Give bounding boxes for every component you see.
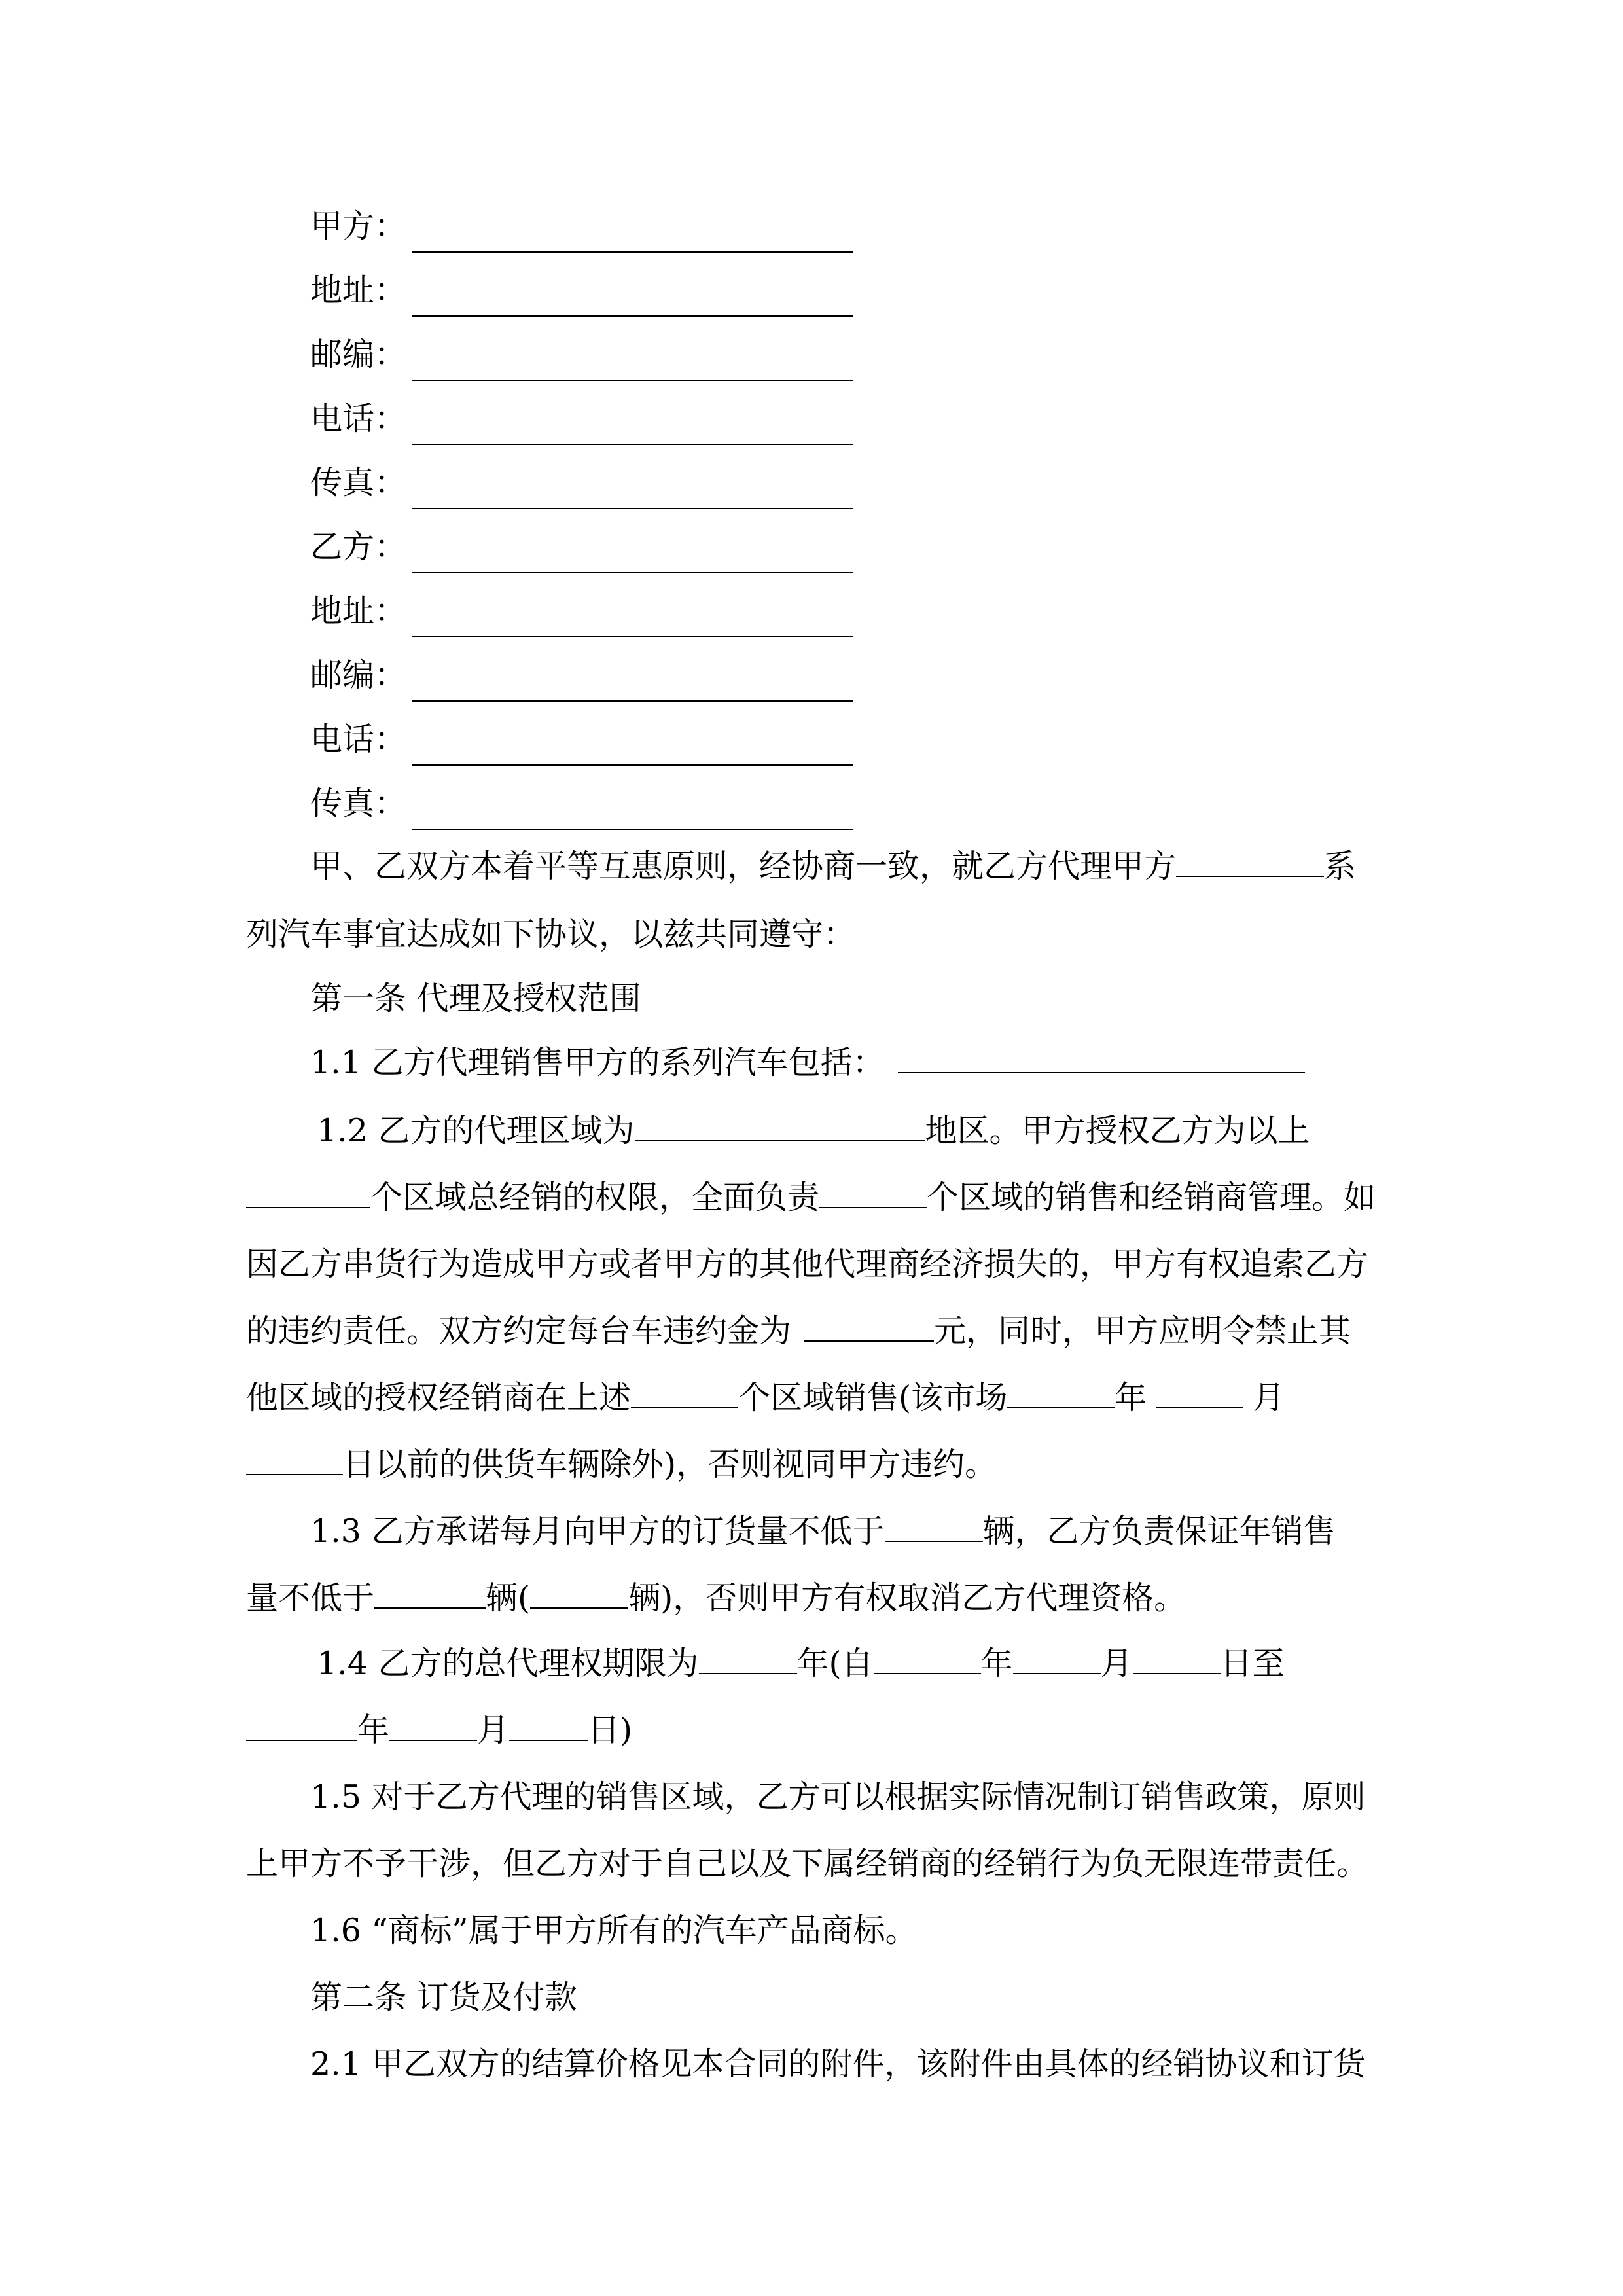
clause-1-2-i: 个区域销售(该市场 xyxy=(738,1379,1008,1416)
clause-1-3-c: 量不低于 xyxy=(246,1579,375,1617)
intro-text-1: 甲、乙双方本着平等互惠原则，经协商一致，就乙方代理甲方 xyxy=(310,848,1177,885)
intro-line-2 xyxy=(246,908,855,961)
clause-1-6 xyxy=(310,1905,918,1957)
party-b-postcode-line[interactable] xyxy=(412,686,853,702)
party-b-name-row xyxy=(310,521,853,573)
clause-1-2-a: 1.2 乙方的代理区域为 xyxy=(317,1112,635,1149)
end-year-blank[interactable] xyxy=(246,1713,357,1741)
party-b-name-line[interactable] xyxy=(412,558,853,573)
region-count-blank-1[interactable] xyxy=(246,1181,370,1208)
clause-1-2-line-5 xyxy=(246,1372,1285,1424)
start-year-blank[interactable] xyxy=(874,1647,981,1674)
annual-sales-words-blank[interactable] xyxy=(530,1581,628,1609)
article-1-title-text: 第一条 代理及授权范围 xyxy=(310,980,641,1017)
clause-1-1-text: 1.1 乙方代理销售甲方的系列汽车包括： xyxy=(310,1044,885,1081)
clause-1-4-a: 1.4 乙方的总代理权期限为 xyxy=(317,1645,699,1682)
intro-text-1b: 系 xyxy=(1324,848,1357,885)
clause-1-4-h: 日) xyxy=(588,1712,633,1749)
party-b-phone-row xyxy=(310,713,853,766)
annual-sales-blank[interactable] xyxy=(374,1581,486,1609)
clause-1-5-b: 上甲方不予干涉，但乙方对于自己以及下属经销商的经销行为负无限连带责任。 xyxy=(246,1845,1369,1882)
party-a-postcode-row xyxy=(310,329,853,381)
clause-1-4-line-1 xyxy=(317,1638,1285,1690)
clause-1-5-line-1 xyxy=(310,1771,1366,1823)
market-day-blank[interactable] xyxy=(246,1448,343,1475)
party-a-name-row xyxy=(310,200,853,253)
clause-1-4-line-2 xyxy=(246,1704,632,1757)
clause-1-1-blank[interactable] xyxy=(898,1046,1305,1073)
party-a-address-line[interactable] xyxy=(412,301,853,317)
clause-1-5-a: 1.5 对于乙方代理的销售区域，乙方可以根据实际情况制订销售政策，原则 xyxy=(310,1778,1366,1816)
term-years-blank[interactable] xyxy=(699,1647,797,1674)
penalty-blank[interactable] xyxy=(804,1314,934,1342)
article-2-title xyxy=(310,1971,577,2024)
clause-1-4-b: 年(自 xyxy=(796,1645,874,1682)
clause-1-2-c: 个区域总经销的权限，全面负责 xyxy=(370,1179,820,1216)
party-b-fax-row xyxy=(310,778,853,830)
clause-1-2-line-3 xyxy=(246,1238,1368,1291)
party-a-fax-label: 传真： xyxy=(310,464,407,501)
end-month-blank[interactable] xyxy=(389,1713,477,1741)
clause-1-3-b: 辆，乙方负责保证年销售 xyxy=(982,1513,1336,1550)
clause-1-3-line-1 xyxy=(310,1505,1336,1558)
party-b-address-label: 地址： xyxy=(310,592,407,630)
clause-1-4-e: 日至 xyxy=(1220,1645,1285,1682)
clause-1-2-line-2 xyxy=(246,1172,1376,1224)
party-a-name-label: 甲方： xyxy=(310,207,407,245)
party-a-phone-row xyxy=(310,393,853,445)
series-blank[interactable] xyxy=(1176,850,1324,877)
clause-1-3-d: 辆( xyxy=(486,1579,531,1617)
article-2-title-text: 第二条 订货及付款 xyxy=(310,1979,577,2016)
region-blank[interactable] xyxy=(635,1114,925,1141)
end-day-blank[interactable] xyxy=(509,1713,588,1741)
clause-1-2-k: 月 xyxy=(1253,1379,1285,1416)
clause-1-2-b: 地区。甲方授权乙方为以上 xyxy=(925,1112,1310,1149)
party-b-postcode-row xyxy=(310,649,853,702)
clause-1-4-d: 月 xyxy=(1100,1645,1133,1682)
market-month-blank[interactable] xyxy=(1156,1381,1243,1408)
clause-1-1 xyxy=(310,1037,1305,1089)
market-year-blank[interactable] xyxy=(1007,1381,1115,1408)
party-a-fax-row xyxy=(310,457,853,509)
clause-1-2-f: 的违约责任。双方约定每台车违约金为 xyxy=(246,1312,792,1350)
party-a-fax-line[interactable] xyxy=(412,493,853,509)
party-a-postcode-label: 邮编： xyxy=(310,336,407,373)
clause-1-2-line-1 xyxy=(317,1105,1310,1157)
region-count-blank-2[interactable] xyxy=(819,1181,927,1208)
clause-1-3-a: 1.3 乙方承诺每月向甲方的订货量不低于 xyxy=(310,1513,885,1550)
party-a-address-label: 地址： xyxy=(310,272,407,309)
clause-1-2-d: 个区域的销售和经销商管理。如 xyxy=(927,1179,1376,1216)
clause-1-4-g: 月 xyxy=(477,1712,510,1749)
monthly-order-blank[interactable] xyxy=(885,1515,983,1542)
article-1-title xyxy=(310,973,641,1025)
clause-1-2-line-6 xyxy=(246,1439,997,1491)
party-b-fax-line[interactable] xyxy=(412,814,853,830)
clause-1-6-text: 1.6 “商标”属于甲方所有的汽车产品商标。 xyxy=(310,1912,918,1949)
clause-1-4-f: 年 xyxy=(357,1712,390,1749)
party-b-address-line[interactable] xyxy=(412,622,853,637)
clause-1-2-e: 因乙方串货行为造成甲方或者甲方的其他代理商经济损失的，甲方有权追索乙方 xyxy=(246,1246,1369,1283)
party-b-fax-label: 传真： xyxy=(310,785,407,822)
clause-1-2-j: 年 xyxy=(1115,1379,1147,1416)
party-b-address-row xyxy=(310,585,853,637)
party-b-phone-line[interactable] xyxy=(412,750,853,766)
clause-2-1-text: 2.1 甲乙双方的结算价格见本合同的附件，该附件由具体的经销协议和订货 xyxy=(310,2045,1366,2083)
party-a-phone-line[interactable] xyxy=(412,429,853,445)
party-b-postcode-label: 邮编： xyxy=(310,656,407,694)
clause-1-2-g: 元，同时，甲方应明令禁止其 xyxy=(934,1312,1351,1350)
region-count-blank-3[interactable] xyxy=(631,1381,738,1408)
party-a-name-line[interactable] xyxy=(412,237,853,253)
party-a-phone-label: 电话： xyxy=(310,400,407,437)
clause-1-5-line-2 xyxy=(246,1838,1368,1890)
start-day-blank[interactable] xyxy=(1133,1647,1221,1674)
party-b-phone-label: 电话： xyxy=(310,721,407,758)
intro-line-1 xyxy=(310,840,1356,893)
clause-1-2-h: 他区域的授权经销商在上述 xyxy=(246,1379,632,1416)
party-b-name-label: 乙方： xyxy=(310,528,407,565)
start-month-blank[interactable] xyxy=(1013,1647,1101,1674)
clause-1-2-line-4 xyxy=(246,1305,1351,1357)
intro-text-2: 列汽车事宜达成如下协议，以兹共同遵守： xyxy=(246,916,856,953)
clause-1-3-line-2 xyxy=(246,1572,1186,1624)
party-a-postcode-line[interactable] xyxy=(412,365,853,381)
clause-1-2-l: 日以前的供货车辆除外)，否则视同甲方违约。 xyxy=(343,1446,997,1483)
clause-1-4-c: 年 xyxy=(980,1645,1013,1682)
party-a-address-row xyxy=(310,264,853,317)
clause-1-3-e: 辆)，否则甲方有权取消乙方代理资格。 xyxy=(628,1579,1186,1617)
clause-2-1 xyxy=(310,2038,1366,2090)
